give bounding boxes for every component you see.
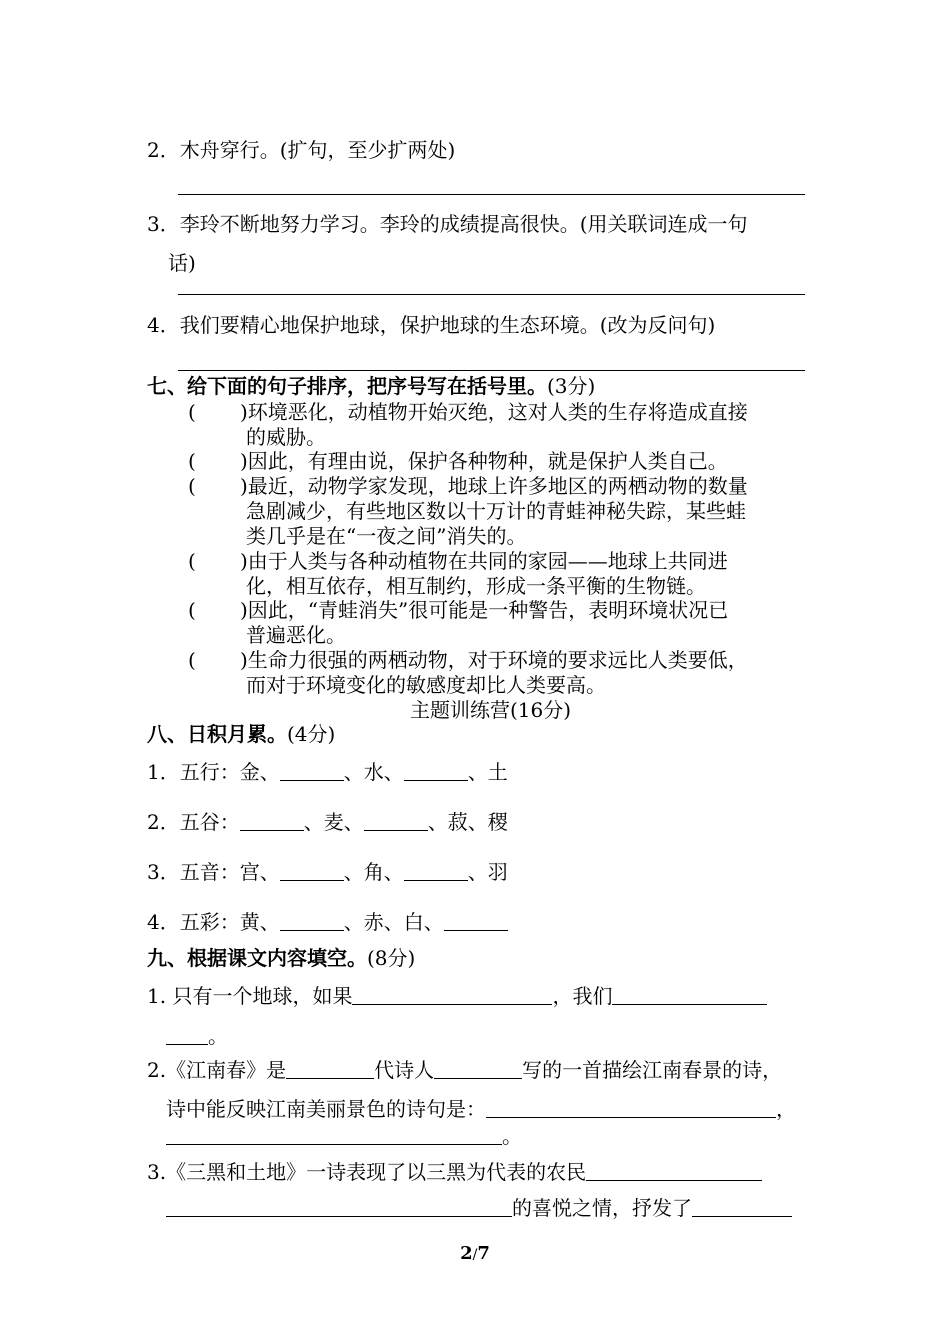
fill-blank[interactable] (240, 810, 304, 831)
fill-blank[interactable] (692, 1196, 792, 1217)
q6-4-text: 4．我们要精心地保护地球，保护地球的生态环境。(改为反问句) (147, 313, 716, 337)
fill-blank[interactable] (166, 1124, 502, 1145)
sort-item-1: ( )环境恶化，动植物开始灭绝，这对人类的生存将造成直接 (188, 400, 748, 424)
fill-blank[interactable] (280, 910, 344, 931)
section9-heading: 九、根据课文内容填空。(8分) (147, 946, 416, 970)
sort-item-3: ( )最近，动物学家发现，地球上许多地区的两栖动物的数量 (188, 474, 748, 498)
answer-line[interactable] (178, 194, 805, 195)
fill-blank[interactable] (404, 760, 468, 781)
fill-blank[interactable] (364, 810, 428, 831)
q8-1: 1．五行：金、 、水、 、土 (147, 760, 508, 784)
q9-1-cont: 。 (166, 1024, 228, 1048)
q6-2-text: 2．木舟穿行。(扩句，至少扩两处) (147, 138, 456, 162)
order-blank[interactable]: ( (188, 598, 196, 622)
fill-blank[interactable] (586, 1160, 762, 1181)
sort-item-6: ( )生命力很强的两栖动物，对于环境的要求远比人类要低， (188, 648, 748, 672)
fill-blank[interactable] (166, 1196, 512, 1217)
fill-blank[interactable] (286, 1058, 374, 1079)
sort-item-5: ( )因此，“青蛙消失”很可能是一种警告，表明环境状况已 (188, 598, 729, 622)
q9-3-cont: 的喜悦之情，抒发了 (166, 1196, 792, 1220)
sort-item-4-cont: 化，相互依存，相互制约，形成一条平衡的生物链。 (246, 574, 706, 598)
order-blank[interactable]: ( (188, 648, 196, 672)
q6-3-text-cont: 话) (168, 251, 196, 275)
order-blank[interactable]: ( (188, 549, 196, 573)
q8-2: 2．五谷： 、麦、 、菽、稷 (147, 810, 508, 834)
fill-blank[interactable] (280, 760, 344, 781)
order-blank[interactable]: ( (188, 449, 196, 473)
sort-item-4: ( )由于人类与各种动植物在共同的家园——地球上共同进 (188, 549, 728, 573)
sort-item-3-cont: 急剧减少，有些地区数以十万计的青蛙神秘失踪，某些蛙 (246, 499, 746, 523)
q8-3: 3．五音：宫、 、角、 、羽 (147, 860, 508, 884)
order-blank[interactable]: ( (188, 474, 196, 498)
q6-3-text: 3．李玲不断地努力学习。李玲的成绩提高很快。(用关联词连成一句 (147, 212, 748, 236)
sort-item-5-cont: 普遍恶化。 (246, 623, 346, 647)
section7-heading: 七、给下面的句子排序，把序号写在括号里。(3分) (147, 374, 596, 398)
order-blank[interactable]: ( (188, 400, 196, 424)
sort-item-3-cont: 类几乎是在“一夜之间”消失的。 (246, 524, 527, 548)
camp-title: 主题训练营(16分) (410, 698, 572, 722)
fill-blank[interactable] (434, 1058, 522, 1079)
fill-blank[interactable] (444, 910, 508, 931)
fill-blank[interactable] (612, 984, 767, 1005)
fill-blank[interactable] (486, 1097, 776, 1118)
page-number: 2/7 (460, 1243, 490, 1264)
fill-blank[interactable] (352, 984, 552, 1005)
q9-2: 2.《江南春》是 代诗人 写的一首描绘江南春景的诗， (147, 1058, 783, 1082)
fill-blank[interactable] (404, 860, 468, 881)
q9-2-cont: 诗中能反映江南美丽景色的诗句是： ， (166, 1097, 796, 1121)
q9-1: 1. 只有一个地球，如果 ，我们 (147, 984, 767, 1008)
fill-blank[interactable] (166, 1024, 208, 1045)
q8-4: 4．五彩：黄、 、赤、白、 (147, 910, 508, 934)
answer-line[interactable] (178, 294, 805, 295)
q9-2-cont: 。 (166, 1124, 522, 1148)
section8-heading: 八、日积月累。(4分) (147, 722, 336, 746)
q9-3: 3.《三黑和土地》一诗表现了以三黑为代表的农民 (147, 1160, 762, 1184)
sort-item-6-cont: 而对于环境变化的敏感度却比人类要高。 (246, 673, 606, 697)
sort-item-2: ( )因此，有理由说，保护各种物种，就是保护人类自己。 (188, 449, 728, 473)
sort-item-1-cont: 的威胁。 (246, 425, 326, 449)
fill-blank[interactable] (280, 860, 344, 881)
answer-line[interactable] (178, 370, 805, 371)
